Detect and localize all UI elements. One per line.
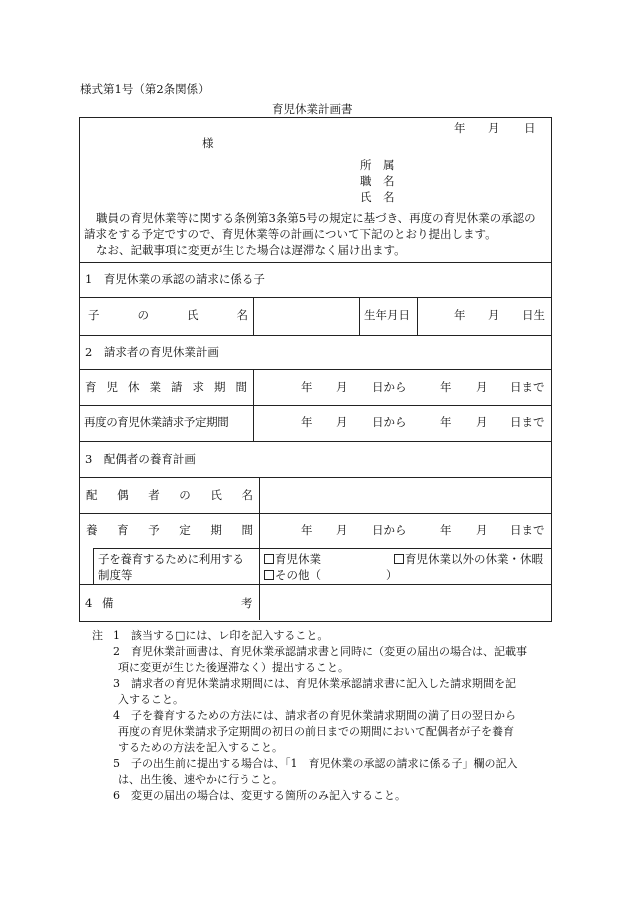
opt-other-leave[interactable] xyxy=(394,554,543,566)
form-id: 様式第1号（第2条関係） xyxy=(80,82,210,96)
note-4a: 4 子を養育するための方法には、請求者の育児休業請求期間の満了日の翌日から xyxy=(113,709,516,722)
note-2b: 項に変更が生じた後遅滞なく）提出すること。 xyxy=(118,661,349,674)
opt-childcare[interactable] xyxy=(264,554,321,566)
note-3a: 3 請求者の育児休業請求期間には、育児休業承認請求書に記入した請求期間を記 xyxy=(113,677,516,690)
p1-month: 月 xyxy=(336,380,348,394)
date-year: 年 xyxy=(454,121,466,135)
section2-heading: 2 請求者の育児休業計画 xyxy=(85,345,219,359)
note-5b: は、出生後、速やかに行うこと。 xyxy=(118,773,283,786)
p3-month: 月 xyxy=(336,523,348,537)
intro-line-1: 職員の育児休業等に関する条例第3条第5号の規定に基づき、再度の育児休業の承認の xyxy=(96,211,536,225)
p3-month2: 月 xyxy=(476,523,488,537)
p3-year: 年 xyxy=(301,523,313,537)
note-3b: 入すること。 xyxy=(118,693,184,706)
addressee: 様 xyxy=(202,136,214,150)
child-name-label: 子 の 氏 名 xyxy=(88,308,248,322)
checkbox-icon[interactable] xyxy=(394,554,404,564)
note-4c: するための方法を記入すること。 xyxy=(118,741,283,754)
section1-heading: 1 育児休業の承認の請求に係る子 xyxy=(85,272,265,286)
p3-until: 日まで xyxy=(510,523,545,537)
period-label: 育 児 休 業 請 求 期 間 xyxy=(85,380,247,394)
birth-day: 日生 xyxy=(522,308,545,322)
p1-year2: 年 xyxy=(440,380,452,394)
p3-year2: 年 xyxy=(440,523,452,537)
remarks-char2: 考 xyxy=(241,596,253,610)
notes-head: 注 xyxy=(92,629,103,642)
p2-month: 月 xyxy=(336,415,348,429)
opt-other-label: その他（ xyxy=(275,568,321,582)
note-1: 1 該当する□には、レ印を記入すること。 xyxy=(113,629,329,642)
date-day: 日 xyxy=(524,121,536,135)
method-label-2: 制度等 xyxy=(98,568,133,582)
remarks-char1: 備 xyxy=(102,596,114,610)
birth-year: 年 xyxy=(454,308,466,322)
opt-other[interactable] xyxy=(264,570,321,582)
p2-from: 日から xyxy=(372,415,407,429)
remarks-num: 4 xyxy=(85,596,93,610)
p1-month2: 月 xyxy=(476,380,488,394)
opt-other-close: ） xyxy=(386,568,398,582)
birth-month: 月 xyxy=(488,308,500,322)
plan-label: 養 育 予 定 期 間 xyxy=(86,523,253,537)
section3-heading: 3 配偶者の養育計画 xyxy=(85,452,196,466)
date-month: 月 xyxy=(488,121,500,135)
spouse-label: 配 偶 者 の 氏 名 xyxy=(86,488,253,502)
birth-label: 生年月日 xyxy=(364,308,410,322)
note-4b: 再度の育児休業請求予定期間の初日の前日までの期間において配偶者が子を養育 xyxy=(118,725,514,738)
intro-line-2: 請求をする予定ですので、育児休業等の計画について下記のとおり提出します。 xyxy=(84,227,497,241)
note-2a: 2 育児休業計画書は、育児休業承認請求書と同時に（変更の届出の場合は、記載事 xyxy=(113,645,527,658)
opt-childcare-label: 育児休業 xyxy=(275,552,321,566)
form-title: 育児休業計画書 xyxy=(272,102,353,116)
p2-year2: 年 xyxy=(440,415,452,429)
re-period-label: 再度の育児休業請求予定期間 xyxy=(84,415,229,429)
p2-month2: 月 xyxy=(476,415,488,429)
p2-year: 年 xyxy=(301,415,313,429)
method-label-1: 子を養育するために利用する xyxy=(98,552,244,566)
intro-line-3: なお、記載事項に変更が生じた場合は遅滞なく届け出ます。 xyxy=(96,243,406,257)
name-label: 氏 名 xyxy=(360,190,395,204)
checkbox-icon[interactable] xyxy=(264,570,274,580)
p3-from: 日から xyxy=(372,523,407,537)
position-label: 職 名 xyxy=(360,174,395,188)
opt-other-leave-label: 育児休業以外の休業・休暇 xyxy=(405,552,543,566)
p2-until: 日まで xyxy=(510,415,545,429)
p1-from: 日から xyxy=(372,380,407,394)
note-6: 6 変更の届出の場合は、変更する箇所のみ記入すること。 xyxy=(113,789,406,802)
affiliation-label: 所 属 xyxy=(360,158,395,172)
p1-year: 年 xyxy=(301,380,313,394)
checkbox-icon[interactable] xyxy=(264,554,274,564)
p1-until: 日まで xyxy=(510,380,545,394)
note-5a: 5 子の出生前に提出する場合は、「1 育児休業の承認の請求に係る子」欄の記入 xyxy=(113,757,518,770)
